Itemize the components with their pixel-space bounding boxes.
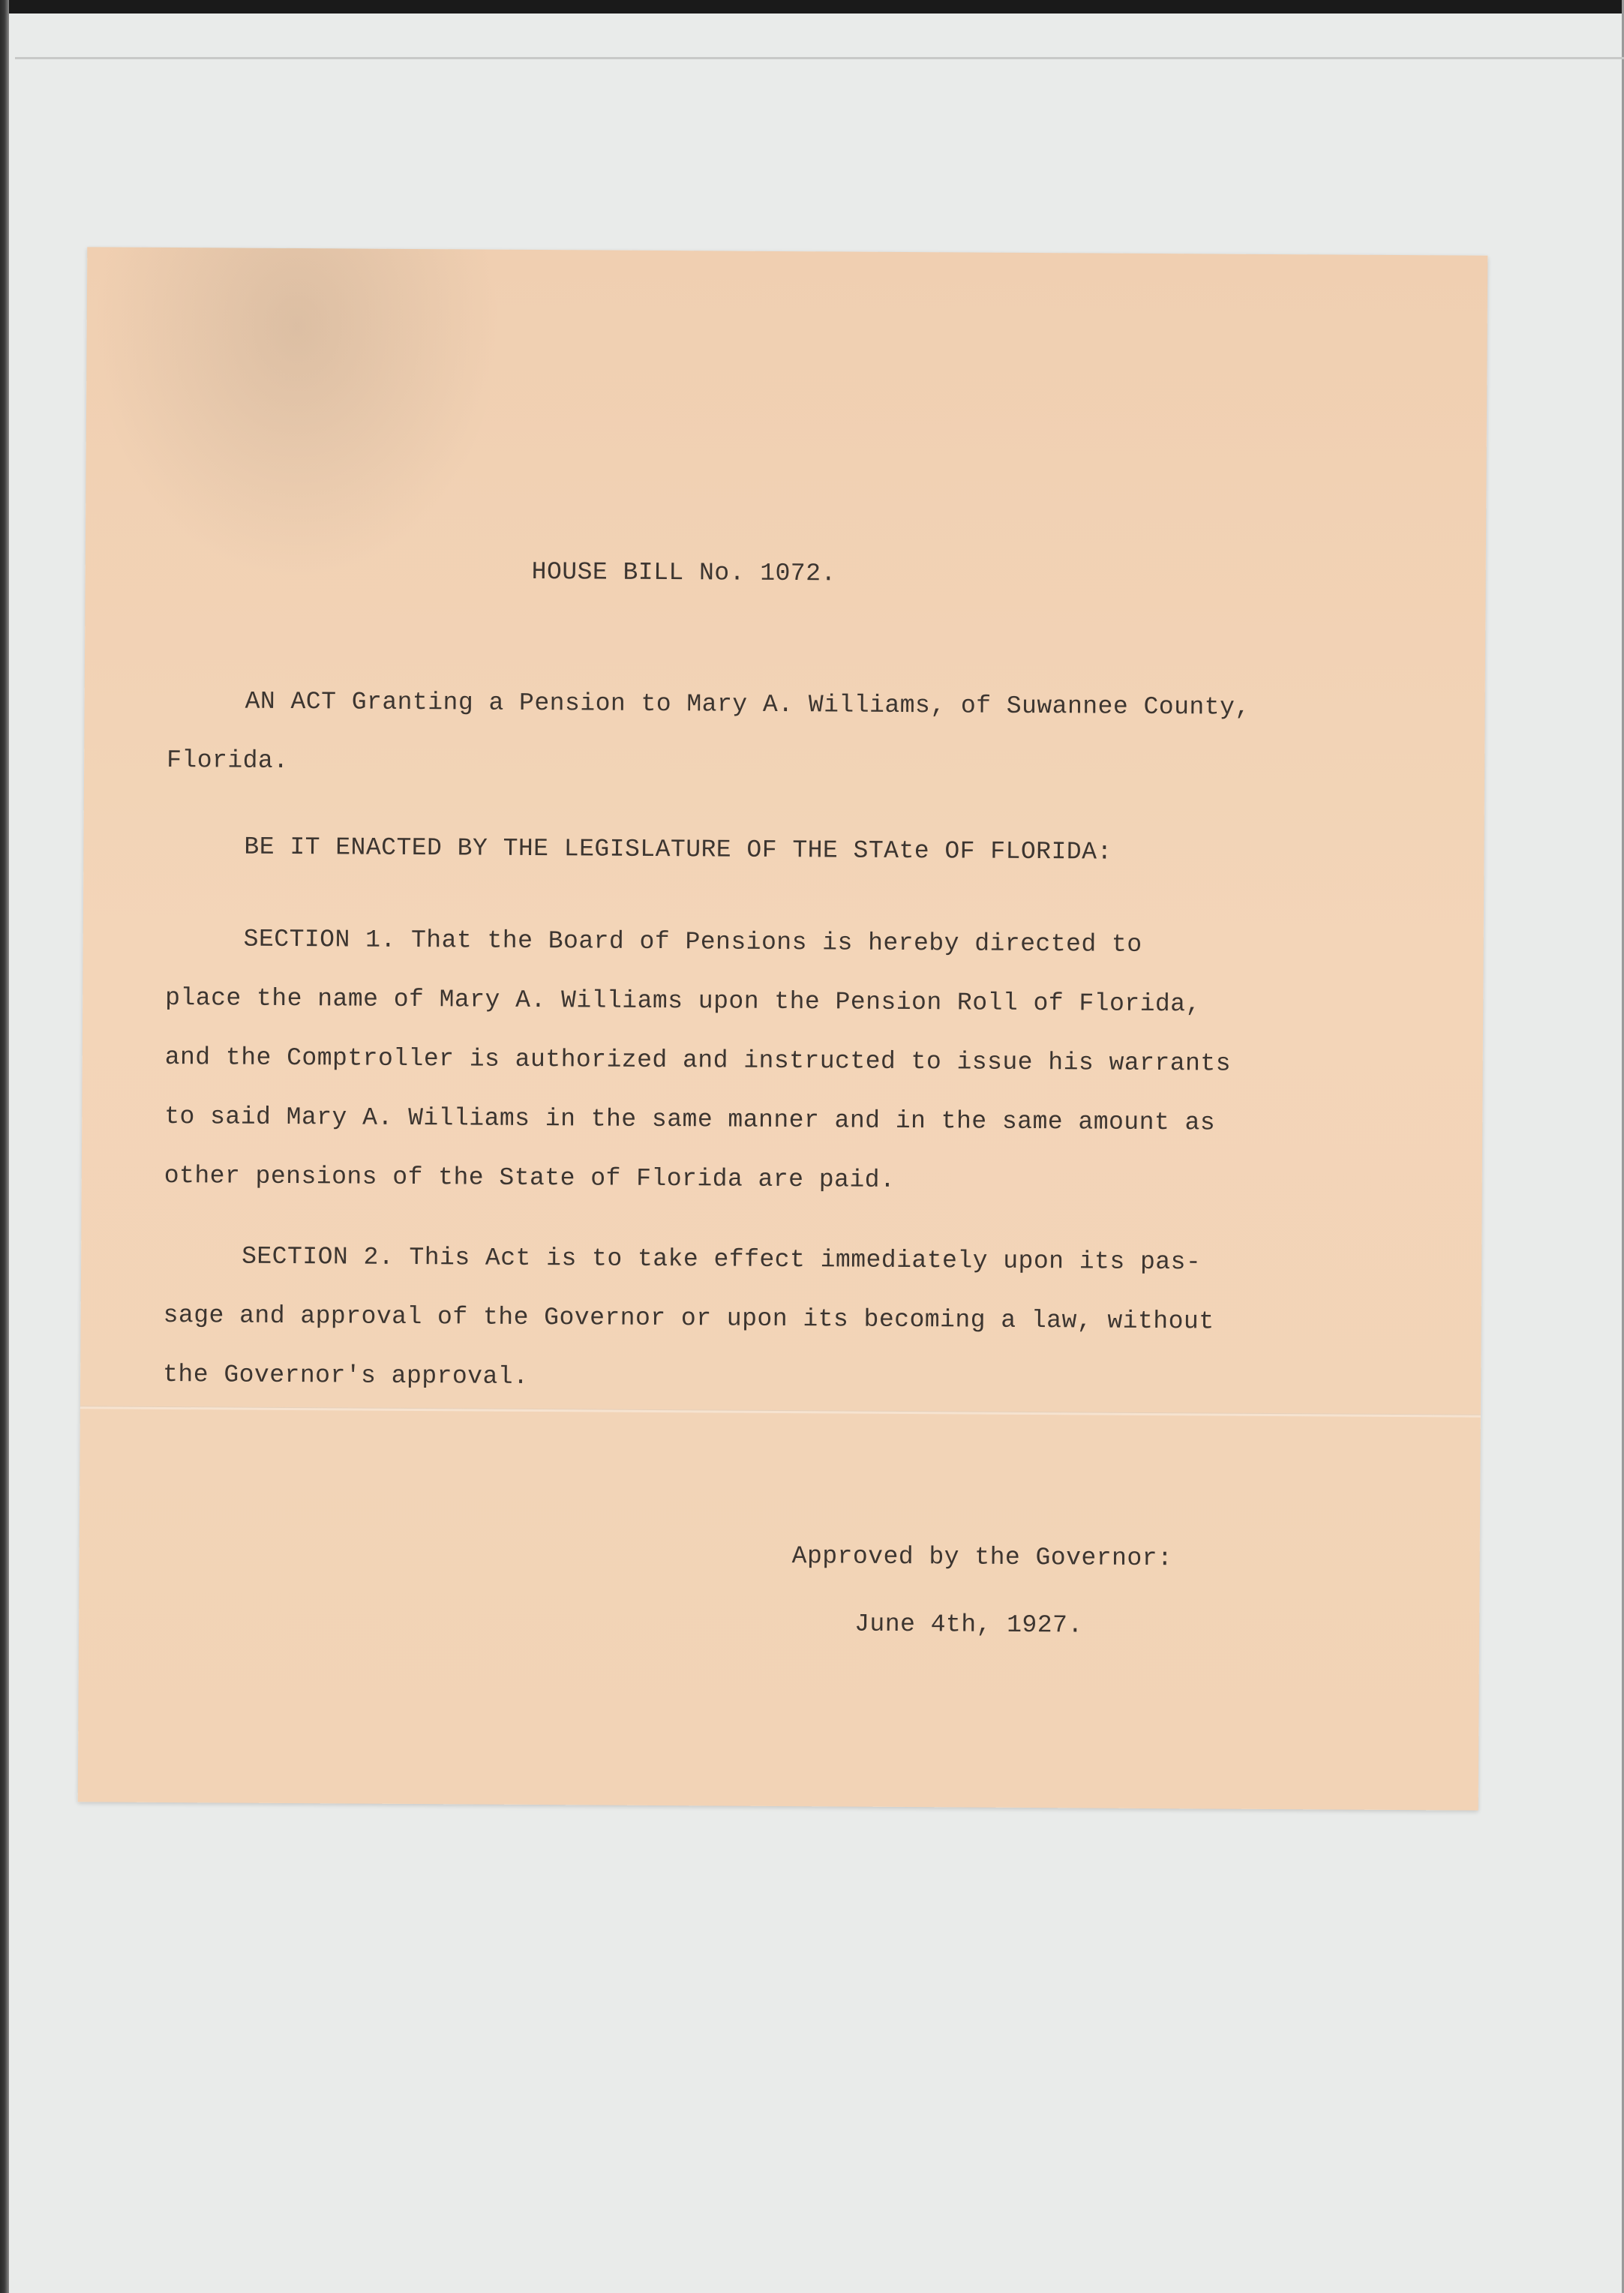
section-2-line-1: SECTION 2. This Act is to take effect immediately upon its pas- — [242, 1242, 1202, 1277]
section-2-line-3: the Governor's approval. — [163, 1360, 529, 1391]
section-1 — [164, 910, 1232, 1212]
scan-left-edge — [0, 0, 9, 2293]
enacting-clause: BE IT ENACTED BY THE LEGISLATURE OF THE STAte OF FLORIDA: — [244, 833, 1112, 866]
act-title-line-1: AN ACT Granting a Pension to Mary A. Williams, of Suwannee County, — [245, 687, 1250, 722]
approval-date: June 4th, 1927. — [854, 1610, 1083, 1640]
section-1-line-3: and the Comptroller is authorized and instructed to issue his warrants — [164, 1043, 1232, 1078]
section-1-line-4: to said Mary A. Williams in the same manner and in the same amount as — [164, 1102, 1216, 1137]
approval-label: Approved by the Governor: — [791, 1542, 1173, 1573]
section-1-line-5: other pensions of the State of Florida are paid. — [164, 1161, 896, 1194]
act-title-line-2: Florida. — [167, 746, 289, 775]
document-page — [78, 247, 1488, 1810]
mount-board-line — [15, 57, 1624, 59]
act-title — [167, 672, 1415, 798]
bill-title: HOUSE BILL No. 1072. — [531, 557, 836, 588]
scan-top-edge — [0, 0, 1624, 14]
section-1-line-2: place the name of Mary A. Williams upon the Pension Roll of Florida, — [165, 983, 1201, 1019]
section-2 — [163, 1227, 1214, 1411]
section-2-line-2: sage and approval of the Governor or upon its becoming a law, without — [163, 1301, 1214, 1336]
section-1-line-1: SECTION 1. That the Board of Pensions is hereby directed to — [243, 925, 1142, 959]
